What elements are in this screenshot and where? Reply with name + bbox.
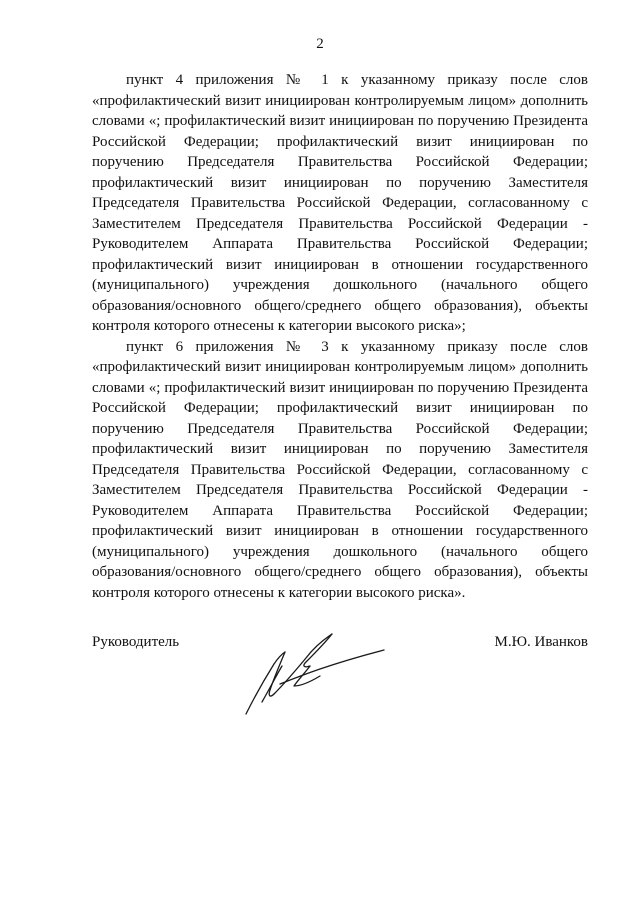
paragraph-2: пункт 6 приложения № 3 к указанному приказу после слов «профилактический визит инициирован контролируемым лицом» дополнить словами «; профилактический визит инициирован по поручению Президента Российской Федерации; профилактический визит инициирован по поручению Председателя Правительства Российской Федерации; профилактический визит инициирован по поручению Заместителя Председателя Правительства Российской Федерации, согласованному с Заместителем Председателя Правительства Российской Федерации - Руководителем Аппарата Правительства Российской Федерации; профилактический визит инициирован в отношении государственного (муниципального) учреждения дошкольного (начального общего образования/основного общего/среднего общего образования), объекты контроля которого отнесены к категории высокого риска». <box>92 338 588 601</box>
paragraph-1: пункт 4 приложения № 1 к указанному приказу после слов «профилактический визит инициирован контролируемым лицом» дополнить словами «; профилактический визит инициирован по поручению Президента Российской Федерации; профилактический визит инициирован по поручению Председателя Правительства Российской Федерации; профилактический визит инициирован по поручению Заместителя Председателя Правительства Российской Федерации, согласованному с Заместителем Председателя Правительства Российской Федерации - Руководителем Аппарата Правительства Российской Федерации; профилактический визит инициирован в отношении государственного (муниципального) учреждения дошкольного (начального общего образования/основного общего/среднего общего образования), объекты контроля которого отнесены к категории высокого риска»; <box>92 72 588 334</box>
signer-role: Руководитель <box>92 634 180 650</box>
document-body <box>92 70 588 603</box>
signer-name: М.Ю. Иванков <box>494 634 588 650</box>
page-number: 2 <box>316 36 324 52</box>
handwritten-signature <box>240 628 390 720</box>
